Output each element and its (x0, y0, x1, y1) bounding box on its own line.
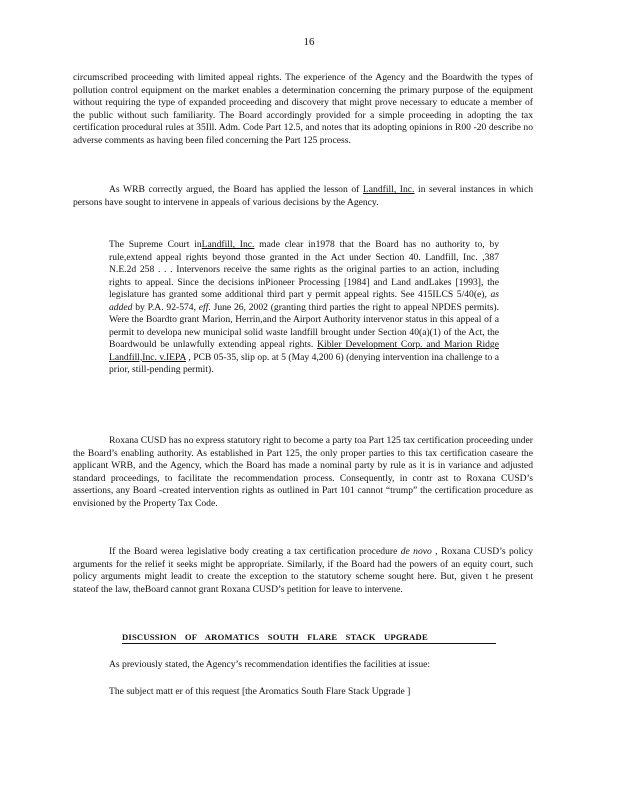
paragraph-legislative-body (73, 546, 533, 596)
quote-case-kibler: Kibler Development Corp. and Marion Ridge Landfill,Inc. v.IEPA (109, 339, 499, 363)
quote-text-middle: June 26, 2002 (granting third parties the right to appeal NPDES permits). Were the Boardto grant Marion, Herrin,and the Airport Authority intervenor status in this appeal of a permit to developa new municipal solid waste landfill brought under Section 40(a)(1) of the Act, the Boardwould be unlawfully extending appeal rights. (109, 301, 500, 350)
quote-eff: eff. (198, 301, 211, 313)
case-citation-landfill: Landfill, Inc. (362, 184, 415, 195)
paragraph-roxana-no-right: Roxana CUSD has no express statutory right to become a party toa Part 125 tax certification proceeding under the Board’s enabling authority. As established in Part 125, the only proper parties to this tax certification caseare the applicant WRB, and the Agency, which the Board has made a nominal party by rule as it is in variance and adjusted standard proceedings, to facilitate the recommendation process. Consequently, in contr ast to Roxana CUSD’s assertions, any Board -created intervention rights as outlined in Part 101 cannot “trump” the certification procedure as envisioned by the Property Tax Code. (73, 435, 533, 509)
block-quote-supreme-court (109, 239, 499, 377)
p2-text-before: As WRB correctly argued, the Board has applied the lesson of (109, 184, 363, 195)
quote-by-act: by P.A. 92-574, (132, 301, 199, 313)
p5-text-after: , Roxana CUSD’s policy arguments for the relief it seeks might be appropriate. Similarly, if the Board had the powers of an equity court, such policy arguments might leadit to create the exception to the statutory scheme sought here. But, given t he present stateof the law, theBoard cannot grant Roxana CUSD’s petition for leave to intervene. (73, 546, 533, 595)
paragraph-wrb-argument (73, 184, 533, 209)
p5-text-before: If the Board werea legislative body creating a tax certification procedure (109, 546, 401, 557)
page-number: 16 (303, 36, 315, 48)
section-heading: DISCUSSION OF AROMATICS SOUTH FLARE STACK UPGRADE (122, 632, 496, 644)
quote-text-body: made clear in1978 that the Board has no authority to, by rule,extend appeal rights beyond those granted in the Act under Section 40. Landfill, Inc. ,387 N.E.2d 258 . . . Intervenors receive the same rights as the original parties to an action, including rights to appeal. Since the decisions inPioneer Processing [1984] and Land andLakes [1993], the legislature has granted some additional third part y permit appeal rights. See 415ILCS 5/40(e), (109, 239, 500, 300)
quote-text-start: The Supreme Court in (109, 239, 202, 250)
paragraph-subject-matter: The subject matt er of this request [the Aromatics South Flare Stack Upgrade ] (109, 686, 411, 697)
paragraph-circumscribed-proceeding: circumscribed proceeding with limited appeal rights. The experience of the Agency and the Boardwith the types of pollution control equipment on the market enables a determination concerning the primary purpose of the equipment without requiring the type of expanded proceeding and discovery that might prove necessary to educate a member of the public without such familiarity. The Board accordingly provided for a simple proceeding in adopting the tax certification procedural rules at 35Ill. Adm. Code Part 12.5, and notes that its adopting opinions in R00 -20 describe no adverse comments as having been filed concerning the Part 125 process. (73, 72, 533, 146)
quote-case-landfill: Landfill, Inc. (201, 239, 255, 250)
quote-text-end: , PCB 05-35, slip op. at 5 (May 4,200 6) (denying intervention ina challenge to a prior, still-pending permit). (109, 351, 499, 375)
p2-text-after: in several instances in which persons have sought to intervene in appeals of various decisions by the Agency. (73, 184, 534, 208)
paragraph-previously-stated: As previously stated, the Agency’s recommendation identifies the facilities at issue: (109, 659, 431, 670)
quote-as-added: as added (109, 289, 499, 313)
p5-de-novo: de novo (400, 546, 432, 557)
